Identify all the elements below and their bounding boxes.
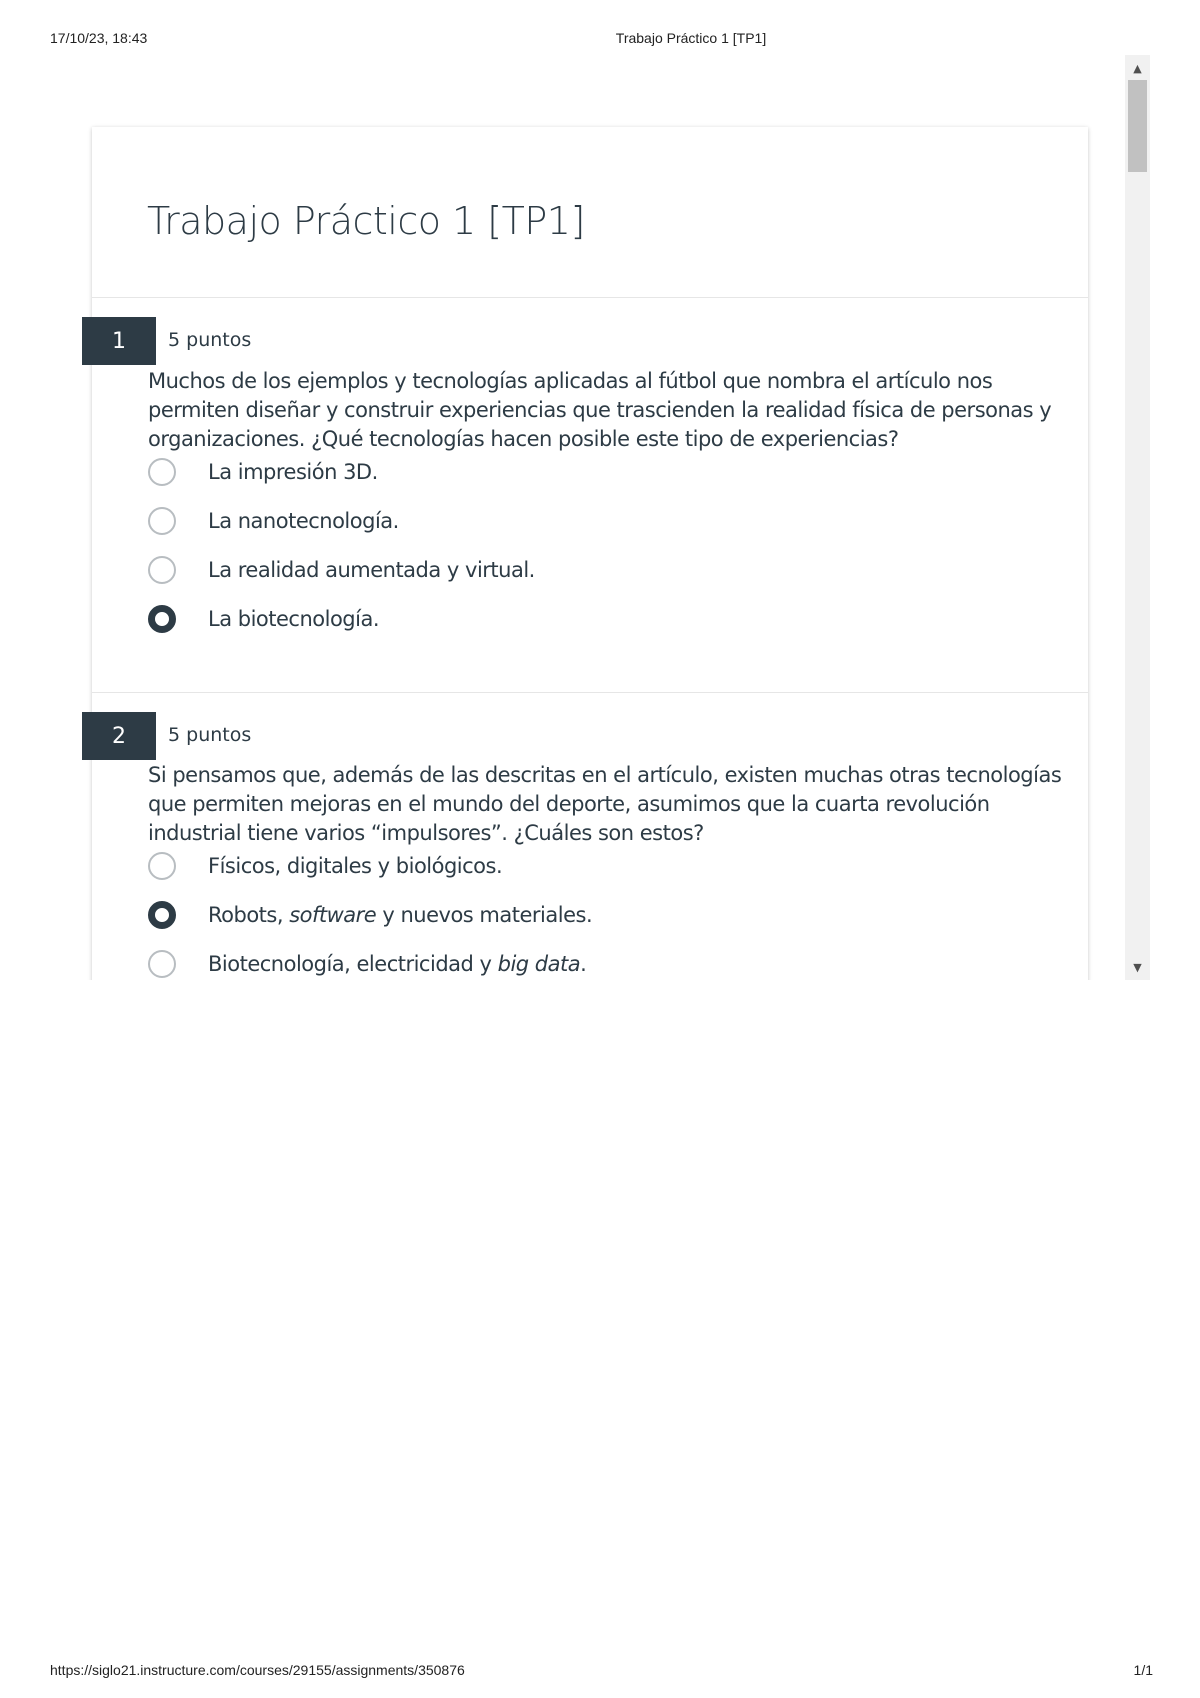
scroll-down-arrow-icon[interactable]: ▼ xyxy=(1133,960,1142,974)
browser-viewport xyxy=(50,55,1150,980)
answer-option-label: La realidad aumentada y virtual. xyxy=(208,558,535,582)
question-divider xyxy=(92,692,1088,693)
radio-button-selected[interactable] xyxy=(148,605,176,633)
radio-button[interactable] xyxy=(148,950,176,978)
answer-option[interactable] xyxy=(148,504,399,538)
print-datetime: 17/10/23, 18:43 xyxy=(50,30,148,46)
question-points: 5 puntos xyxy=(168,329,252,351)
answer-option-label: La nanotecnología. xyxy=(208,509,399,533)
radio-button[interactable] xyxy=(148,556,176,584)
scrollbar-thumb[interactable] xyxy=(1128,80,1147,172)
answer-option[interactable] xyxy=(148,553,535,587)
radio-button[interactable] xyxy=(148,507,176,535)
answer-option[interactable] xyxy=(148,849,502,883)
print-url: https://siglo21.instructure.com/courses/29155/assignments/350876 xyxy=(50,1662,465,1678)
answer-option[interactable] xyxy=(148,455,378,489)
answer-label-part: y nuevos materiales. xyxy=(376,903,593,927)
answer-option-label xyxy=(208,952,586,976)
answer-option[interactable] xyxy=(148,947,586,980)
answer-option-label: La biotecnología. xyxy=(208,607,380,631)
radio-button-selected[interactable] xyxy=(148,901,176,929)
question-number-badge: 2 xyxy=(82,712,156,760)
title-divider xyxy=(92,297,1088,298)
radio-button[interactable] xyxy=(148,852,176,880)
scroll-up-arrow-icon[interactable]: ▲ xyxy=(1133,61,1142,75)
answer-option-label xyxy=(208,903,592,927)
answer-option-selected[interactable] xyxy=(148,898,592,932)
question-text: Si pensamos que, además de las descritas en el artículo, existen muchas otras tecnologías que permiten mejoras en el mundo del deporte, asumimos que la cuarta revolución industrial tiene varios “impulsores”. ¿Cuáles son estos? xyxy=(148,763,1062,845)
radio-button[interactable] xyxy=(148,458,176,486)
answer-label-emphasis: software xyxy=(289,903,377,927)
assignment-title: Trabajo Práctico 1 [TP1] xyxy=(147,199,585,243)
answer-option-label: La impresión 3D. xyxy=(208,460,378,484)
answer-label-part: . xyxy=(580,952,587,976)
answer-option-label: Físicos, digitales y biológicos. xyxy=(208,854,503,878)
answer-label-part: Biotecnología, electricidad y xyxy=(208,952,498,976)
answer-label-part: Robots, xyxy=(208,903,290,927)
question-number-badge: 1 xyxy=(82,317,156,365)
question-text: Muchos de los ejemplos y tecnologías aplicadas al fútbol que nombra el artículo nos permiten diseñar y construir experiencias que trascienden la realidad física de personas y organizaciones. ¿Qué tecnologías hacen posible este tipo de experiencias? xyxy=(148,369,1052,451)
answer-option-selected[interactable] xyxy=(148,602,379,636)
print-page-title: Trabajo Práctico 1 [TP1] xyxy=(615,30,767,46)
answer-label-emphasis: big data xyxy=(497,952,581,976)
question-points: 5 puntos xyxy=(168,724,252,746)
vertical-scrollbar[interactable] xyxy=(1125,55,1150,980)
print-page-number: 1/1 xyxy=(1133,1662,1153,1678)
